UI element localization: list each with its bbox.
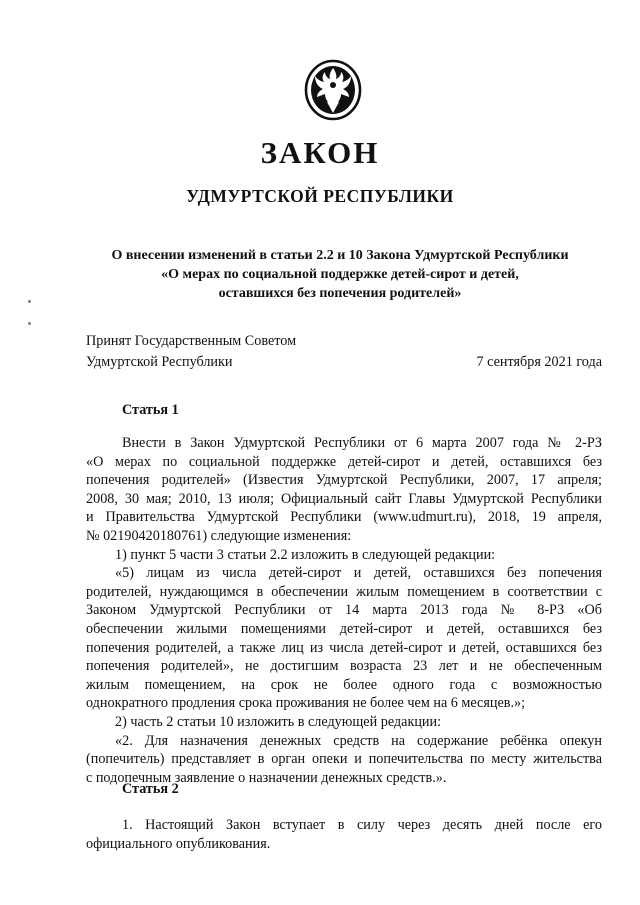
coat-of-arms-emblem [303,58,363,122]
scan-dot [28,300,31,303]
scan-dot [28,322,31,325]
article-2-body [86,816,602,853]
text-line: однократного продления срока проживания не более чем на 6 месяцев.»; [86,695,526,712]
document-title: ЗАКОН [260,135,380,170]
adopted-by-line: Принят Государственным Советом [86,333,297,349]
text-line: с подопечным заявление о назначении денежных средств.». [86,769,447,786]
text-line: официального опубликования. [86,835,271,852]
text-line: и Правительства Удмуртской Республики (www.udmurt.ru), 2018, 19 апреля, [86,509,602,526]
text-line: обеспечении жилыми помещениями детей-сирот и детей, оставшихся без [86,620,602,637]
text-line: 1. Настоящий Закон вступает в силу через десять дней после его [122,817,602,833]
text-line: попечения родителей» (Известия Удмуртской Республики, 2007, 17 апреля; [86,472,602,489]
article-2-heading: Статья 2 [122,781,179,797]
text-line: «5) лицам из числа детей-сирот и детей, оставшихся без попечения [115,565,602,582]
text-line: 2) часть 2 статьи 10 изложить в следующей редакции: [115,713,442,730]
document-subtitle: УДМУРТСКОЙ РЕСПУБЛИКИ [186,186,454,206]
article-1-body [86,434,602,787]
text-line: № 02190420180761) следующие изменения: [86,527,352,544]
text-line: 2008, 30 мая; 2010, 13 июля; Официальный сайт Главы Удмуртской Республики [86,490,602,507]
adoption-info [86,331,602,373]
text-line: попечения родителей», не достигшим возраста 23 лет и не обеспеченным [86,658,602,675]
text-line: «2. Для назначения денежных средств на содержание ребёнка опекун [115,732,602,749]
law-name-line: «О мерах по социальной поддержке детей-сирот и детей, [161,267,519,282]
text-line: Внести в Закон Удмуртской Республики от 6 марта 2007 года № 2-РЗ [122,435,602,451]
adoption-date: 7 сентября 2021 года [476,354,602,370]
law-name-line: О внесении изменений в статьи 2.2 и 10 Закона Удмуртской Республики [111,248,569,263]
text-line: родителей, нуждающимся в обеспечении жилым помещением в соответствии с [86,583,602,600]
law-name [60,246,620,303]
text-line: (попечитель) представляет в орган опеки и попечительства по месту жительства [86,751,602,768]
adopted-by-line: Удмуртской Республики [86,354,233,370]
text-line: жилым помещением, на срок не более одного года с возможностью [86,676,602,693]
law-name-line: оставшихся без попечения родителей» [218,286,462,301]
text-line: «О мерах по социальной поддержке детей-сирот и детей, оставшихся без [86,453,602,470]
text-line: 1) пункт 5 части 3 статьи 2.2 изложить в следующей редакции: [115,546,496,563]
article-1-heading: Статья 1 [122,402,179,418]
text-line: попечения родителей, а также лиц из числа детей-сирот и детей, оставшихся без [86,639,602,656]
text-line: Законом Удмуртской Республики от 14 марта 2013 года № 8-РЗ «Об [86,602,602,619]
